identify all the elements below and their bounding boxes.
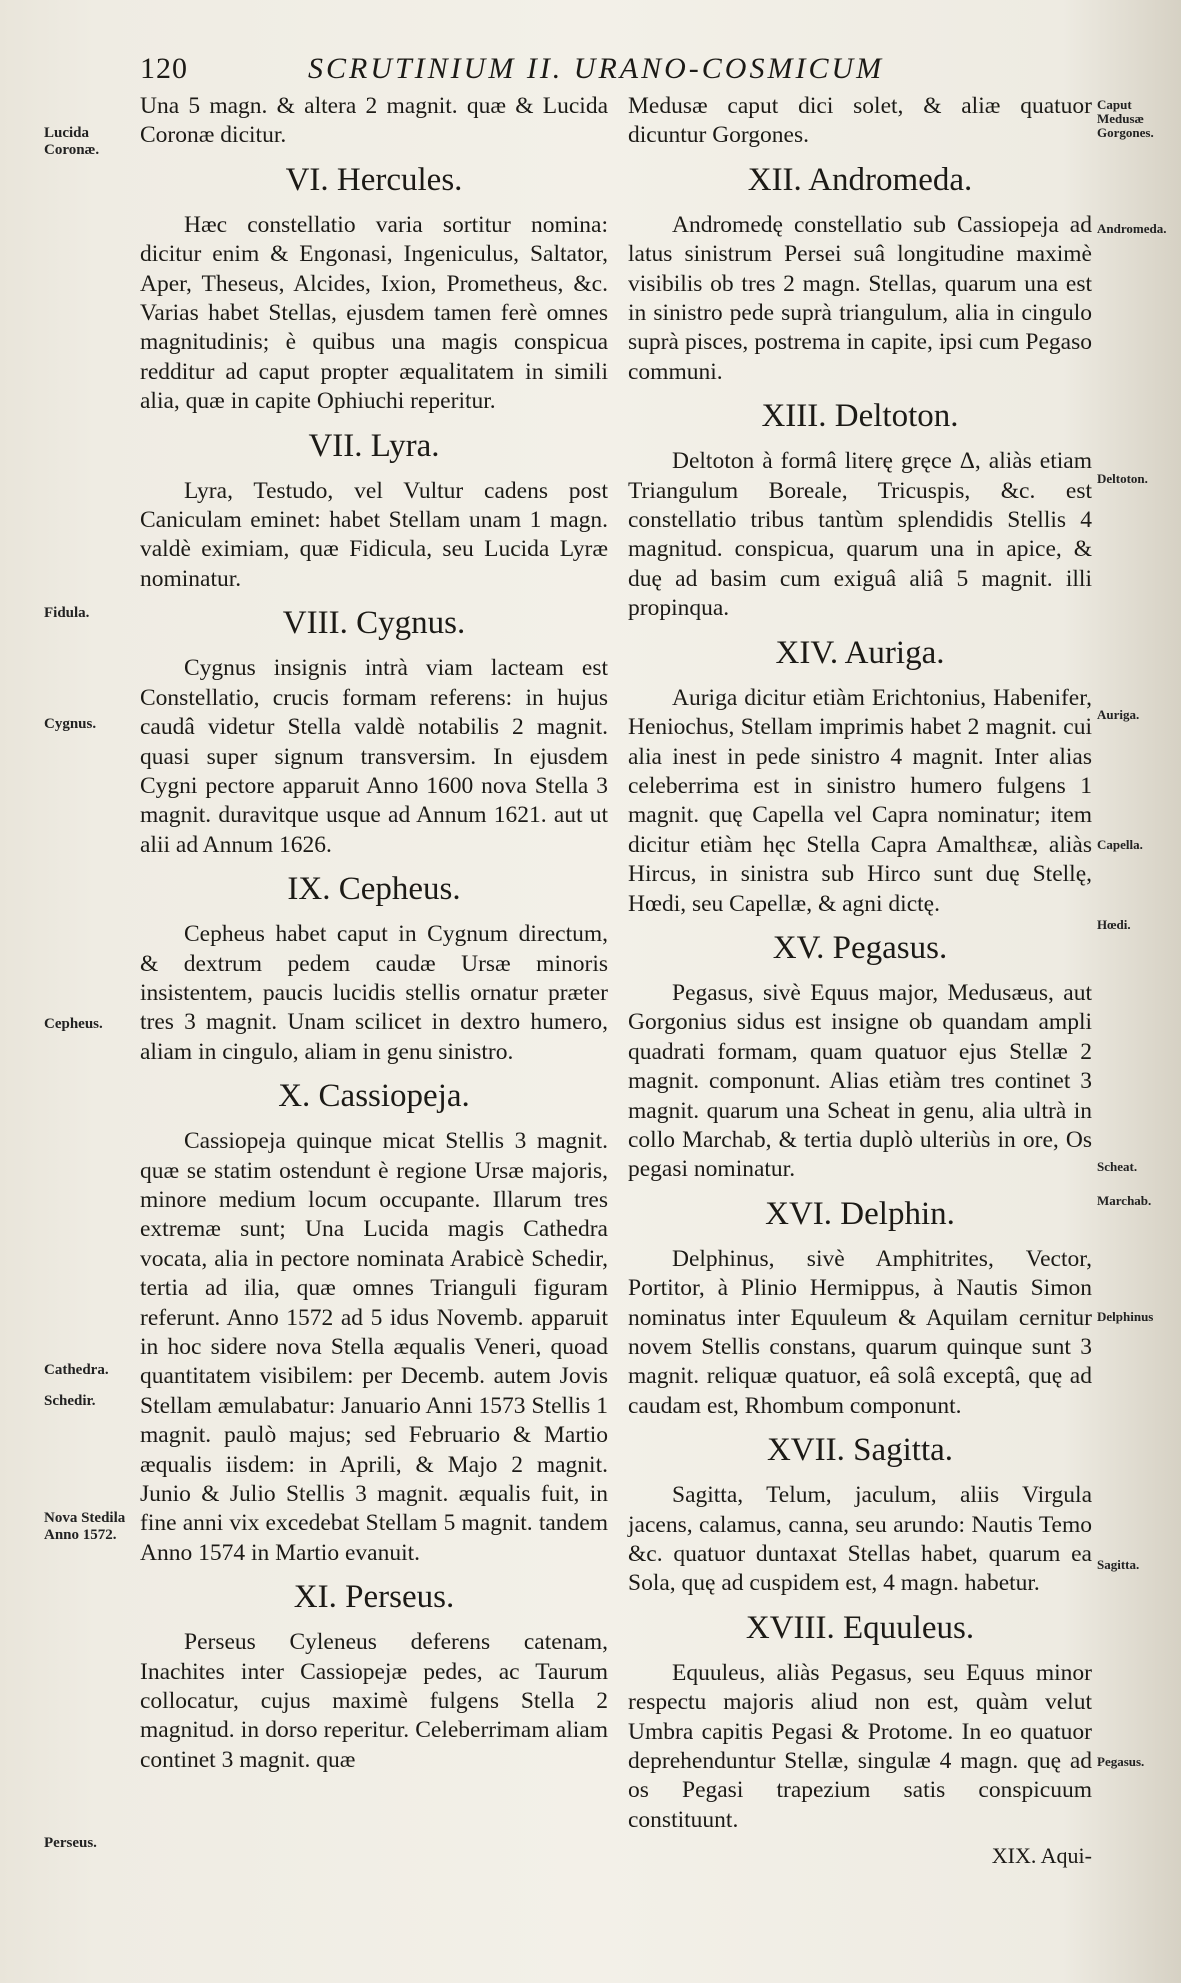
paragraph: Sagitta, Telum, jaculum, aliis Virgula jacens, calamus, canna, seu arundo: Nautis Temo &c. quatuor duntaxat Stellas habet, quarum ea Sola, quę ad cuspidem est, 4 magn. habetur. (628, 1482, 1092, 1597)
paragraph: Cassiopeja quinque micat Stellis 3 magnit. quæ se statim ostendunt è regione Ursæ majoris, minore medium locum occupante. Illarum tres extremæ sunt; Una Lucida magis Cathedra vocata, alia in pectore nominata Arabicè Schedir, tertia ad ilia, quæ omnes Trianguli figuram referunt. Anno 1572 ad 5 idus Novemb. apparuit in hoc sidere nova Stella æqualis Veneri, quoad quantitatem visibilem: per Decemb. autem Jovis Stellam æmulabatur: Januario Anni 1573 Stellis 1 magnit. paulò majus; sed Februario & Martio æqualis iisdem: in Aprili, & Majo 2 magnit. Junio & Julio Stellis 3 magnit. æqualis fuit, in fine anni vix excedebat Stellam 5 magnit. tandem Anno 1574 in Martio evanuit. (140, 1128, 608, 1566)
margin-note-deltoton: Deltoton. (1097, 471, 1148, 486)
margin-note-schedir: Schedir. (44, 1393, 96, 1409)
margin-note-andromeda: Andromeda. (1097, 221, 1167, 236)
margin-note-capella: Capella. (1097, 837, 1143, 852)
margin-note-scheat: Scheat. (1097, 1159, 1138, 1174)
paragraph: Andromedę constellatio sub Cassiopeja ad latus sinistrum Persei suâ longitudine maximè visibilis ob tres 2 magn. Stellas, quarum una est in sinistro pede suprà triangulum, alia in cingulo suprà pisces, postrema in capite, ipsi cum Pegaso communi. (628, 211, 1092, 385)
running-header (140, 52, 1100, 92)
paragraph: Perseus Cyleneus deferens catenam, Inachites inter Cassiopejæ pedes, ac Taurum collocatur, cujus maximè fulgens Stella 2 magnitud. in dorso reperitur. Celeberrimam aliam continet 3 magnit. quæ (140, 1629, 608, 1773)
section-heading: X. Cassiopeja. (278, 1078, 470, 1115)
paragraph: Equuleus, aliàs Pegasus, seu Equus minor respectu majoris aliud non est, quàm velut Umbra capitis Pegasi & Protome. In eo quatuor deprehenduntur Stellæ, singulæ 4 magn. quę ad os Pegasi trapezium satis conspicuum constituunt. (628, 1659, 1092, 1833)
margin-note-caput-medusae: Caput Medusæ Gorgones. (1097, 97, 1154, 140)
section-heading: XVIII. Equuleus. (745, 1609, 975, 1646)
catchword: XIX. Aqui- (991, 1843, 1092, 1869)
margin-note-sagitta: Sagitta. (1097, 1557, 1140, 1572)
section-heading: IX. Cepheus. (287, 871, 461, 908)
margin-note-pegasus: Pegasus. (1097, 1754, 1145, 1769)
margin-note-delphinus: Delphinus (1097, 1309, 1154, 1324)
margin-note-perseus: Perseus. (44, 1835, 97, 1851)
section-heading: XVI. Delphin. (765, 1195, 955, 1232)
paragraph: Auriga dicitur etiàm Erichtonius, Habenifer, Heniochus, Stellam imprimis habet 2 magnit. cui alia inest in pede sinistro 4 magnit. Inter alias celeberrima est in sinistro humero fulgens 1 magnit. quę Capella vel Capra nominatur; item dicitur etiàm hęc Stella Capra Amalthεæ, aliàs Hircus, in sinistra sub Hirco sunt duę Stellę, Hœdi, seu Capellæ, & agni dictę. (628, 684, 1092, 917)
paragraph: Lyra, Testudo, vel Vultur cadens post Caniculam eminet: habet Stellam unam 1 magn. valdè eximiam, quæ Fidicula, seu Lucida Lyræ nominatur. (140, 477, 608, 592)
margin-note-auriga: Auriga. (1097, 707, 1140, 722)
left-text-column (140, 92, 608, 1775)
paragraph: Deltoton à formâ literę gręce Δ, aliàs etiam Triangulum Boreale, Tricuspis, &c. est constellatio tribus tantùm splendidis Stellis 4 magnitud. conspicua, quarum una in apice, & duę ad basim cum exiguâ aliâ 5 magnit. illi propinqua. (628, 448, 1092, 622)
section-heading: XVII. Sagitta. (766, 1432, 954, 1469)
paragraph: Pegasus, sivè Equus major, Medusæus, aut Gorgonius sidus est insigne ob quandam ampli quadrati formam, quam quatuor ejus Stellæ 2 magnit. componunt. Alias etiàm tres continet 3 magnit. quarum una Scheat in genu, alia ultrà in collo Marchab, & tertia duplò ulteriùs in ore, Os pegasi nominatur. (628, 979, 1092, 1183)
paragraph: Una 5 magn. & altera 2 magnit. quæ & Lucida Coronæ dicitur. (140, 93, 608, 149)
margin-note-lucida-coronae: Lucida Coronæ. (44, 125, 100, 158)
paragraph: Delphinus, sivè Amphitrites, Vector, Portitor, à Plinio Hermippus, à Nautis Simon nominatus inter Equuleum & Aquilam cernitur novem Stellis constans, quarum quinque sunt 3 magnit. reliquæ quatuor, eâ solâ exceptâ, quę ad caudam est, Rhombum componunt. (628, 1245, 1092, 1419)
section-heading: XI. Perseus. (293, 1579, 455, 1616)
margin-note-cathedra: Cathedra. (44, 1362, 109, 1378)
section-heading: XII. Andromeda. (747, 161, 973, 198)
margin-note-nova-stella: Nova Stedila Anno 1572. (44, 1510, 126, 1543)
paragraph: Cygnus insignis intrà viam lacteam est Constellatio, crucis formam referens: in hujus caudâ videtur Stella valdè notabilis 2 magnit. quasi super signum transversim. In ejusdem Cygni pectore apparuit Anno 1600 nova Stella 3 magnit. duravitque usque ad Annum 1621. aut ut alii ad Annum 1626. (140, 655, 608, 858)
paragraph: Hæc constellatio varia sortitur nomina: dicitur enim & Engonasi, Ingeniculus, Saltator, Aper, Theseus, Alcides, Ixion, Prometheus, &c. Varias habet Stellas, ejusdem tamen ferè omnes magnitudinis; è quibus una magis conspicua redditur ad caput propter æqualitatem in simili alia, quæ in capite Ophiuchi reperitur. (140, 211, 608, 415)
section-heading: XIII. Deltoton. (761, 398, 959, 435)
margin-note-fidula: Fidula. (44, 605, 90, 621)
section-heading: VII. Lyra. (308, 427, 440, 464)
section-heading: XIV. Auriga. (775, 634, 945, 671)
paragraph: Medusæ caput dici solet, & aliæ quatuor dicuntur Gorgones. (628, 93, 1092, 149)
paragraph: Cepheus habet caput in Cygnum directum, & dextrum pedem caudæ Ursæ minoris insistentem, paucis lucidis stellis ornatur præter tres 3 magnit. Unam scilicet in dextro humero, aliam in cingulo, aliam in genu sinistro. (140, 921, 608, 1065)
right-text-column (628, 92, 1092, 1871)
running-title: SCRUTINIUM II. URANO-COSMICUM (308, 52, 885, 85)
margin-note-marchab: Marchab. (1097, 1193, 1152, 1208)
margin-note-cepheus: Cepheus. (44, 1016, 103, 1032)
section-heading: XV. Pegasus. (772, 929, 948, 966)
margin-note-cygnus: Cygnus. (44, 716, 97, 732)
margin-note-hoedi: Hœdi. (1097, 917, 1131, 932)
section-heading: VIII. Cygnus. (282, 605, 466, 642)
section-heading: VI. Hercules. (285, 161, 463, 198)
page-number: 120 (140, 52, 188, 85)
